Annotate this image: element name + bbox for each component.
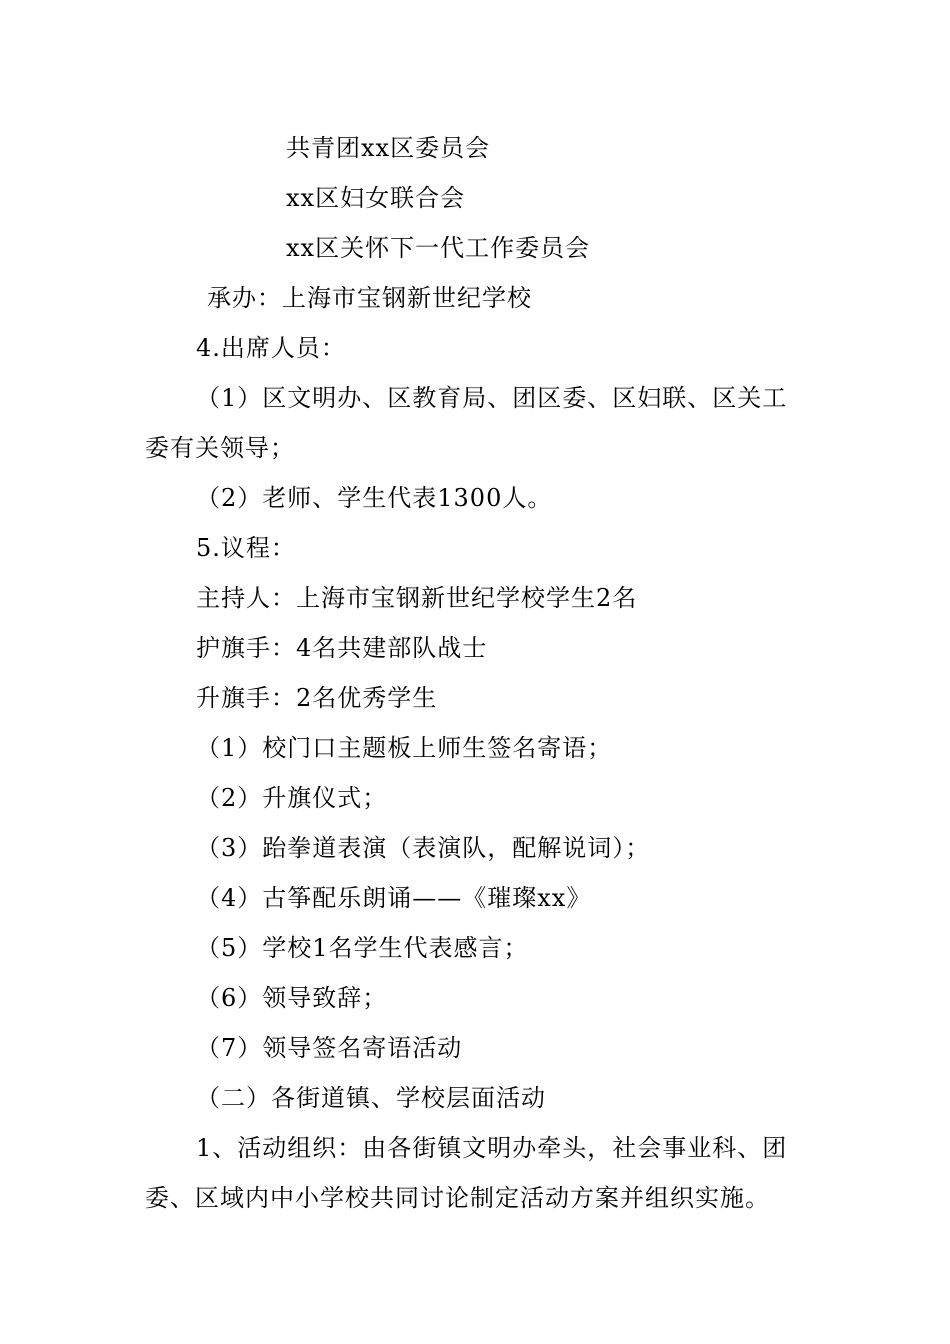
paragraph-line: 1、活动组织：由各街镇文明办牵头，社会事业科、团	[196, 1134, 788, 1162]
attendee-line-continued: 委有关领导；	[145, 434, 295, 462]
section-heading: （二）各街道镇、学校层面活动	[196, 1084, 546, 1112]
agenda-item: （5）学校1名学生代表感言；	[196, 934, 529, 962]
agenda-item: （3）跆拳道表演（表演队，配解说词）；	[196, 834, 651, 862]
agenda-item: （1）校门口主题板上师生签名寄语；	[196, 734, 613, 762]
attendee-line: （2）老师、学生代表1300人。	[196, 484, 553, 512]
section-heading: 5.议程：	[196, 534, 296, 562]
agenda-item: （4）古筝配乐朗诵——《璀璨xx》	[196, 884, 592, 912]
flag-guard-line: 护旗手：4名共建部队战士	[196, 634, 488, 662]
section-heading: 4.出席人员：	[196, 334, 346, 362]
agenda-item: （6）领导致辞；	[196, 984, 388, 1012]
host-line: 承办：上海市宝钢新世纪学校	[207, 284, 532, 312]
organizer-line: 共青团xx区委员会	[286, 134, 491, 162]
flag-raiser-line: 升旗手：2名优秀学生	[196, 684, 438, 712]
moderator-line: 主持人：上海市宝钢新世纪学校学生2名	[196, 584, 638, 612]
agenda-item: （2）升旗仪式；	[196, 784, 388, 812]
organizer-line: xx区关怀下一代工作委员会	[286, 234, 591, 262]
attendee-line: （1）区文明办、区教育局、团区委、区妇联、区关工	[196, 384, 788, 412]
organizer-line: xx区妇女联合会	[286, 184, 466, 212]
agenda-item: （7）领导签名寄语活动	[196, 1034, 463, 1062]
paragraph-line-continued: 委、区域内中小学校共同讨论制定活动方案并组织实施。	[145, 1184, 770, 1212]
